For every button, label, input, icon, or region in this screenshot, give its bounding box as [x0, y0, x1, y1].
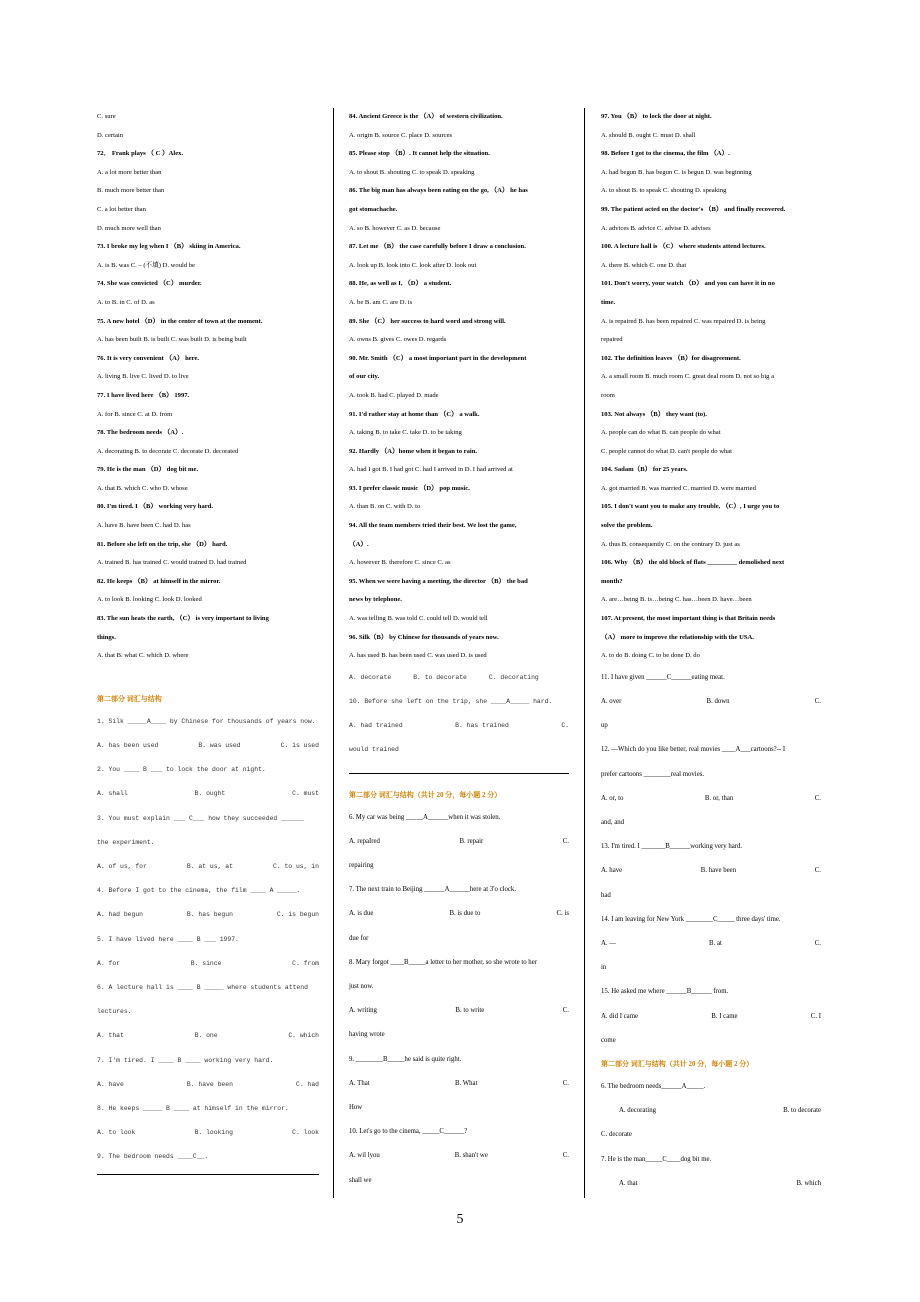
answer-option: C. had: [295, 1080, 319, 1088]
answer-options: [601, 1099, 821, 1123]
answer-options: [349, 666, 569, 690]
answer-options: A. taking B. to take C. take D. to be taking: [349, 429, 462, 437]
question-text: 6. A lecture hall is ____ B _____ where students attend: [97, 984, 308, 992]
section-heading: 第二部分 词汇与结构（共计 20 分，每小题 2 分）: [349, 790, 502, 799]
answer-option: A. That: [349, 1079, 370, 1087]
question-107: 107. At present, the most important thing is that Britain needs: [601, 615, 776, 623]
answer-options: [601, 690, 821, 714]
answer-options: A. than B. on C. with D. to: [349, 503, 421, 511]
answer-options: A. however B. therefore C. since C. as: [349, 559, 451, 567]
answer-options: A. have B. have been C. had D. has: [97, 522, 191, 530]
question-text: got stomachache.: [349, 205, 398, 213]
question-83: [97, 610, 319, 629]
question-text: solve the problem.: [601, 522, 653, 530]
answer-option-text: come: [601, 1036, 616, 1044]
answer-options: [97, 1073, 319, 1097]
answer-option: C.: [814, 698, 821, 706]
answer-option: B. one: [194, 1032, 218, 1040]
question-text: 91. I'd rather stay at home than （C） a walk.: [349, 410, 480, 418]
column-3: [601, 108, 821, 1196]
answer-option: A. to look: [97, 1129, 136, 1137]
answer-options: A. living B. live C. lived D. to live: [97, 373, 189, 381]
answer-options: A. origin B. source C. place D. sources: [349, 131, 453, 139]
exercise-question: 14. I am leaving for New York ________C_____ three days' time.: [601, 915, 781, 923]
answer-option: A. has been used: [97, 742, 159, 750]
answer-option: B. have been: [186, 1080, 233, 1088]
answer-options: [349, 902, 569, 926]
answer-option: B. to write: [455, 1007, 485, 1015]
answer-options: A. to do B. doing C. to be done D. do: [601, 652, 700, 660]
exercise-question: 6. The bedroom needs______A_____.: [601, 1083, 706, 1091]
answer-options: [97, 1121, 319, 1145]
question-86: 86. The big man has always been eating on the go, （A） he has: [349, 187, 528, 195]
answer-options: [97, 1024, 319, 1048]
answer-option: B. to decorate: [413, 673, 467, 681]
answer-options: [97, 734, 319, 758]
answer-option: A. had trained: [349, 722, 403, 730]
answer-option: B. has trained: [455, 722, 509, 730]
question-text: 72． Frank plays （ C ）Alex.: [97, 150, 184, 158]
answer-option: C. is: [556, 910, 569, 918]
answer-options: D. certain: [97, 131, 123, 139]
answer-options: repaired: [601, 336, 623, 344]
answer-options: A. thus B. consequently C. on the contrary D. just as: [601, 540, 740, 548]
answer-options: A. to shout B. to speak C. shouting D. speaking: [601, 187, 727, 195]
question-90: 90. Mr. Smith （C） a most important part in the development: [349, 354, 527, 362]
answer-option: B. looking: [194, 1129, 233, 1137]
question-text: 82. He keeps （B） at himself in the mirror.: [97, 577, 221, 585]
answer-options: A. owns B. gives C. owes D. regards: [349, 336, 447, 344]
question-text: 75. A new hotel （D） in the center of town at the moment.: [97, 317, 263, 325]
answer-option: B. or, than: [704, 794, 734, 802]
answer-option: C.: [814, 940, 821, 948]
answer-options: [601, 1172, 821, 1196]
answer-option: B. shan't we: [454, 1152, 488, 1160]
answer-options: A. is repaired B. has been repaired C. was repaired D. is being: [601, 317, 766, 325]
question-text: 79. He is the man （D） dog bit me.: [97, 466, 199, 474]
answer-option: C.: [562, 1007, 569, 1015]
answer-option: A. shall: [97, 790, 128, 798]
answer-options: [349, 714, 569, 738]
answer-options: [97, 855, 319, 879]
question-text: 81. Before she left on the trip, she （D） hard.: [97, 540, 228, 548]
question-text: 100. A lecture hall is （C） where students attend lectures.: [601, 243, 766, 251]
question-text: 85. Please stop （B）. It cannot help the situation.: [349, 150, 490, 158]
answer-options: A. has been built B. is built C. was built D. is being built: [97, 336, 247, 344]
question-text: time.: [601, 298, 616, 306]
answer-options: A. trained B. has trained C. would trained D. had trained: [97, 559, 247, 567]
question-text: news by telephone.: [349, 596, 402, 604]
answer-option: A. that: [619, 1179, 638, 1187]
question-text: 99. The patient acted on the doctor's （B） and finally recovered.: [601, 205, 786, 213]
answer-options: C. sure: [97, 113, 116, 120]
answer-options: A. took B. had C. played D. made: [349, 391, 439, 399]
answer-option: B. has begun: [186, 911, 233, 919]
answer-options: A. has used B. has been used C. was used D. is used: [349, 652, 487, 660]
answer-option: A. for: [97, 959, 121, 967]
answer-option: A. decorate: [349, 673, 392, 681]
question-text: 89. She （C） her success to hard word and strong will.: [349, 317, 506, 325]
answer-option: C.: [814, 794, 821, 802]
answer-option: C. to us, in: [272, 863, 319, 871]
answer-option: A. —: [601, 940, 617, 948]
exercise-question: 7. The next train to Beijing ______A______here at 3'o clock.: [349, 886, 517, 894]
answer-option: B. at us, at: [186, 863, 233, 871]
answer-option: C. I: [810, 1012, 821, 1020]
question-text: 2. You ____ B ___ to lock the door at night.: [97, 766, 266, 774]
answer-option-text: would trained: [349, 746, 399, 754]
answer-option: B. at: [709, 940, 722, 948]
answer-options: A. got married B. was married C. married D. were married: [601, 484, 756, 492]
answer-option: B. is due to: [449, 910, 481, 918]
answer-options: D. much more well than: [97, 224, 161, 232]
exercise-question: 10. Let's go to the cinema, _____C______?: [349, 1128, 468, 1136]
exercise-question: 15. He asked me where ______B______ from.: [601, 988, 729, 996]
answer-options: [349, 830, 569, 854]
question-text: 104. Sadam（B） for 25 years.: [601, 466, 688, 474]
answer-option: A. is due: [349, 910, 374, 918]
answer-option: B. which: [796, 1179, 821, 1187]
question-text: 1. Silk _____A____ by Chinese for thousands of years now.: [97, 717, 316, 725]
answer-options: C. people cannot do what D. can't people do what: [601, 447, 733, 455]
answer-options: [97, 782, 319, 806]
answer-options: [601, 1005, 821, 1029]
answer-options: A. a lot more better than: [97, 168, 162, 176]
question-105: 105. I don't want you to make any trouble, （C）, I urge you to: [601, 503, 780, 511]
answer-options: lectures.: [97, 1008, 132, 1016]
question-106: 106. Why （B） the old block of flats _________ demolished next: [601, 559, 785, 567]
answer-options: A. be B. am C. are D. is: [349, 298, 413, 306]
question-text: 9. The bedroom needs ____C__.: [97, 1153, 209, 1161]
question-text: 103. Not always （B） they want (to).: [601, 410, 707, 418]
answer-options: A. are…being B. is…being C. has…been D. have…been: [601, 596, 752, 604]
question-102: 102. The definition leaves （B）for disagreement.: [601, 354, 741, 362]
question-101: 101. Don't worry, your watch （D） and you can have it in no: [601, 280, 775, 288]
answer-option: C. is begun: [276, 911, 319, 919]
question-text: things.: [97, 633, 116, 641]
answer-options: A. should B. ought C. must D. shall: [601, 131, 696, 139]
answer-options: A. to shout B. shouting C. to speak D. speaking: [349, 168, 475, 176]
section-heading: 第二部分 词汇与结构（共计 20 分，每小题 2 分）: [601, 1060, 754, 1069]
answer-option-text: How: [349, 1104, 363, 1112]
answer-option: B. to decorate: [783, 1107, 821, 1115]
answer-option: B. ought: [194, 790, 226, 798]
question-text: 74. She was convicted （C） murder.: [97, 280, 202, 288]
answer-option-text: in: [601, 964, 607, 972]
answer-options: [97, 952, 319, 976]
answer-option-text: and, and: [601, 819, 625, 827]
answer-option-text: up: [601, 722, 608, 730]
answer-option: C.: [562, 1152, 569, 1160]
exercise-question: 11. I have given ______C______eating meat.: [601, 673, 725, 681]
answer-option: B. repair: [459, 837, 484, 845]
question-text: （A）.: [349, 540, 369, 548]
section-rule: [349, 773, 569, 774]
question-text: 73. I broke my leg when I （B） skiing in America.: [97, 243, 241, 251]
answer-option: C.: [814, 867, 821, 875]
question-text: 8. He keeps _____ B ____ at himself in the mirror.: [97, 1105, 289, 1113]
answer-option: A. had begun: [97, 911, 144, 919]
answer-option-text: C. decorate: [601, 1131, 632, 1139]
exercise-question: 6. My car was being _____A______when it was stolen.: [349, 813, 501, 821]
question-text: （A） more to improve the relationship with the USA.: [601, 633, 754, 641]
question-text: 96. Silk（B） by Chinese for thousands of years now.: [349, 633, 499, 641]
exercise-question: 7. He is the man_____C____dog bit me.: [601, 1155, 712, 1163]
answer-options: [349, 1072, 569, 1096]
answer-option: C.: [562, 1079, 569, 1087]
answer-options: C. a lot better than: [97, 205, 146, 213]
answer-options: A. decorating B. to decorate C. decorate D. decorated: [97, 447, 239, 455]
question-text: 97. You （B） to lock the door at night.: [601, 113, 712, 120]
answer-option: B. What: [454, 1079, 478, 1087]
question-text: of our city.: [349, 373, 380, 381]
answer-option: C. look: [292, 1129, 319, 1137]
answer-options: A. had begun B. has begun C. is begun D. was beginning: [601, 168, 752, 176]
question-text: month?: [601, 577, 623, 585]
question-text: 5. I have lived here ____ B ___ 1997.: [97, 935, 239, 943]
page-number: 5: [456, 1212, 464, 1227]
question-text: 4. Before I got to the cinema, the film ____ A _____.: [97, 887, 301, 895]
answer-options: A. for B. since C. at D. from: [97, 410, 173, 418]
question-text: 80. I'm tired. I （B） working very hard.: [97, 503, 214, 511]
answer-options: [601, 932, 821, 956]
column-1: [97, 108, 319, 1185]
answer-options: A. is B. was C. – (不填) D. would be: [97, 261, 195, 269]
section-heading: 第二部分 词汇与结构: [97, 694, 162, 703]
answer-options: A. people can do what B. can people do what: [601, 429, 721, 437]
question-text: 3. You must explain ___ C___ how they succeeded ______: [97, 814, 305, 822]
answer-option: A. repaIred: [349, 837, 380, 845]
answer-option: A. of us, for: [97, 863, 147, 871]
question-text: 93. I prefer classic music （D） pop music.: [349, 484, 470, 492]
exercise-list: [97, 710, 319, 1170]
section-rule: [97, 1174, 319, 1175]
answer-option: C.: [562, 837, 569, 845]
answer-option-text: repairing: [349, 862, 374, 870]
question-94: 94. All the team members tried their best. We lost the game,: [349, 522, 517, 530]
answer-options: A. there B. which C. one D. that: [601, 261, 687, 269]
answer-option-text: having wrote: [349, 1031, 385, 1039]
answer-options: A. so B. however C. as D. because: [349, 224, 441, 232]
exercise-question: 12. —Which do you like better, real movies ____A___cartoons?-- I: [601, 746, 786, 754]
answer-option: A. decorating: [619, 1107, 656, 1115]
column-divider: [584, 108, 585, 1198]
answer-option: B. down: [706, 698, 730, 706]
answer-option: C. is used: [280, 742, 319, 750]
question-text: 88. He, as well as I, （D） a student.: [349, 280, 452, 288]
question-text: 83. The sun heats the earth, （C） is very important to living: [97, 615, 269, 623]
exercise-list: [601, 1075, 821, 1196]
question-text: 7. I'm tired. I ____ B ____ working very hard.: [97, 1056, 274, 1064]
column-divider: [333, 108, 334, 1198]
answer-option: B. have been: [700, 867, 737, 875]
answer-option: B. I came: [711, 1012, 738, 1020]
answer-option-text: due for: [349, 934, 369, 942]
question-text: 84. Ancient Greece is the （A） of western civilization.: [349, 113, 503, 120]
exercise-list: [601, 666, 821, 1053]
answer-options: A. that B. what C. which D. where: [97, 652, 189, 660]
answer-option: C. which: [288, 1032, 319, 1040]
answer-option-text: had: [601, 891, 611, 899]
answer-option-text: just now.: [349, 983, 374, 991]
answer-options: room: [601, 391, 615, 399]
answer-options: B. much more better than: [97, 187, 165, 195]
question-text: 77. I have lived here （B） 1997.: [97, 391, 190, 399]
question-95: 95. When we were having a meeting, the director （B） the bad: [349, 577, 528, 585]
answer-option: A. did I came: [601, 1012, 638, 1020]
answer-options: [601, 787, 821, 811]
answer-option: A. have: [97, 1080, 124, 1088]
question-text: 98. Before I got to the cinema, the film （A）.: [601, 150, 730, 158]
answer-option: C. from: [292, 959, 319, 967]
answer-option: A. that: [97, 1032, 124, 1040]
answer-options: [601, 859, 821, 883]
answer-option: A. have: [601, 867, 623, 875]
answer-options: A. that B. which C. who D. whose: [97, 484, 188, 492]
answer-option: B. since: [190, 959, 222, 967]
answer-option-text: prefer cartoons ________real movies.: [601, 770, 705, 778]
question-text: 87. Let me （B） the case carefully before I draw a conclusion.: [349, 243, 526, 251]
answer-options: [97, 903, 319, 927]
answer-option: A. writing: [349, 1007, 377, 1015]
exercise-question: 10. Before she left on the trip, she ____A_____ hard.: [349, 698, 553, 706]
answer-options: A. look up B. look into C. look after D. look out: [349, 261, 477, 269]
answer-option: A. wil lyou: [349, 1152, 380, 1160]
exercise-list: [349, 806, 569, 1193]
exercise-question: 13. I'm tired. I _______B______working very hard.: [601, 843, 743, 851]
answer-option: B. was used: [198, 742, 241, 750]
answer-option: A. over: [601, 698, 622, 706]
answer-options: the experiment.: [97, 838, 155, 846]
answer-options: A. to B. in C. of D. as: [97, 298, 155, 306]
question-text: 76. It is very convenient （A） here.: [97, 354, 200, 362]
question-list: [97, 108, 319, 610]
answer-options: A. a small room B. much room C. great deal room D. not so big a: [601, 373, 775, 381]
answer-option: A. or, to: [601, 794, 624, 802]
answer-option: C.: [561, 722, 569, 730]
answer-options: A. was telling B. was told C. could tell D. would tell: [349, 615, 488, 623]
answer-options: A. to look B. looking C. look D. looked: [97, 596, 202, 604]
answer-option: C. decorating: [488, 673, 539, 681]
answer-option: C. must: [292, 790, 319, 798]
question-text: 92. Hardly （A）home when it began to rain.: [349, 447, 478, 455]
answer-options: A. had I got B. I had got C. had I arrived in D. I had arrived at: [349, 466, 513, 474]
exercise-question: 8. Mary forgot ____B_____a letter to her mother, so she wrote to her: [349, 958, 537, 966]
answer-option-text: shall we: [349, 1176, 372, 1184]
exercise-question: 9. ________B_____he said is quite right.: [349, 1055, 462, 1063]
question-text: 78. The bedroom needs （A）.: [97, 429, 184, 437]
answer-options: [349, 999, 569, 1023]
column-2: [349, 108, 569, 1193]
answer-options: A. advices B. advice C. advise D. advises: [601, 224, 711, 232]
answer-options: [349, 1144, 569, 1168]
